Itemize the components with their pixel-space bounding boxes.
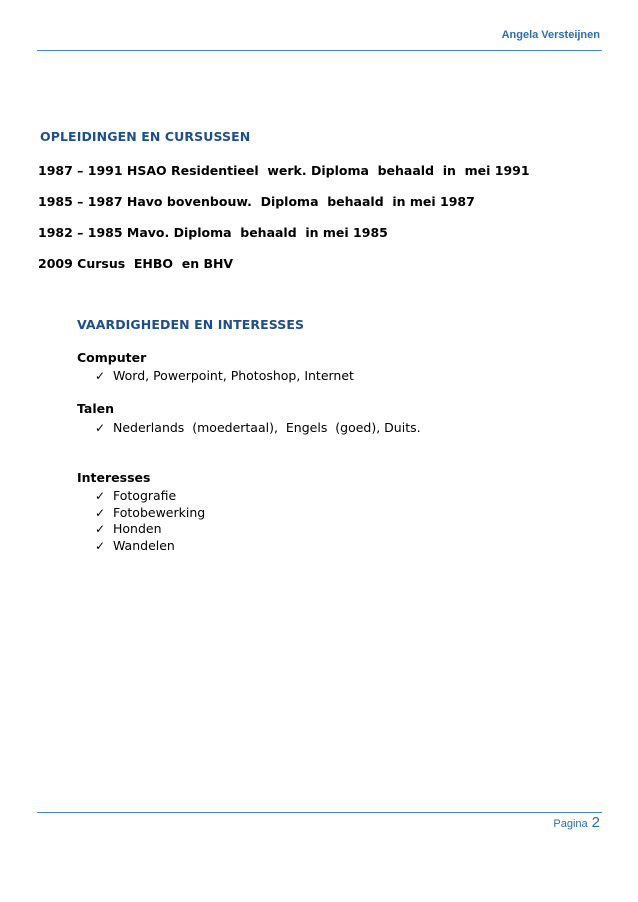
talen-label: Talen	[77, 401, 115, 416]
page-footer	[553, 814, 600, 831]
checkmark-icon: ✓	[95, 488, 106, 503]
footer-rule	[37, 812, 602, 813]
checkmark-icon: ✓	[95, 521, 106, 536]
list-item	[95, 521, 162, 536]
checkmark-icon: ✓	[95, 538, 106, 553]
list-item-text: Word, Powerpoint, Photoshop, Internet	[113, 368, 354, 383]
list-item-text: Nederlands (moedertaal), Engels (goed), Duits.	[113, 420, 421, 435]
checkmark-icon: ✓	[95, 368, 106, 383]
list-item-text: Fotografie	[113, 488, 177, 503]
author-name: Angela Versteijnen	[501, 29, 600, 41]
list-item-text: Wandelen	[113, 538, 175, 553]
list-item	[95, 538, 175, 553]
page-number: 2	[591, 814, 600, 831]
list-item	[95, 368, 354, 383]
header-rule	[37, 50, 602, 51]
education-line: 1982 – 1985 Mavo. Diploma behaald in mei 1985	[38, 225, 388, 240]
skills-heading: VAARDIGHEDEN EN INTERESSES	[77, 317, 305, 332]
computer-label: Computer	[77, 350, 147, 365]
list-item	[95, 505, 205, 520]
education-line: 1987 – 1991 HSAO Residentieel werk. Diploma behaald in mei 1991	[38, 163, 530, 178]
list-item-text: Fotobewerking	[113, 505, 206, 520]
list-item	[95, 420, 421, 435]
checkmark-icon: ✓	[95, 505, 106, 520]
page-label: Pagina	[553, 818, 588, 830]
list-item-text: Honden	[113, 521, 162, 536]
checkmark-icon: ✓	[95, 420, 106, 435]
education-line: 2009 Cursus EHBO en BHV	[38, 256, 234, 271]
education-line: 1985 – 1987 Havo bovenbouw. Diploma behaald in mei 1987	[38, 194, 475, 209]
interesses-label: Interesses	[77, 470, 151, 485]
list-item	[95, 488, 176, 503]
education-heading: OPLEIDINGEN EN CURSUSSEN	[40, 129, 251, 144]
